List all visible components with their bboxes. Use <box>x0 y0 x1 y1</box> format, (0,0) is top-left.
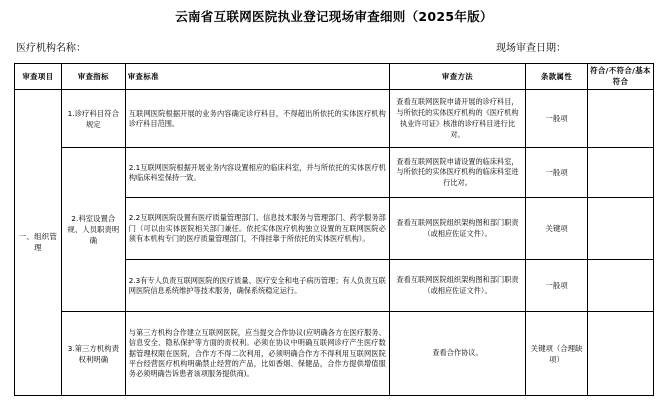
review-date-label: 现场审查日期： <box>496 43 566 55</box>
standard-cell-1: 互联网医院根据开展的业务内容确定诊疗科目，不得超出所依托的实体医疗机构诊疗科目范围。 <box>125 90 389 148</box>
column-header-attribute: 条款属性 <box>526 64 588 90</box>
indicator-cell-1: 1.诊疗科目符合规定 <box>61 90 125 148</box>
indicator-cell-3: 3.第三方机构责权利明确 <box>61 312 125 396</box>
result-cell-3[interactable] <box>587 198 653 260</box>
attribute-cell-1: 一般项 <box>526 90 588 148</box>
column-header-method: 审查方法 <box>389 64 525 90</box>
document-meta-fields <box>14 39 654 54</box>
audit-criteria-table <box>14 63 654 396</box>
standard-cell-5: 与第三方机构合作建立互联网医院，应当提交合作协议(应明确各方在医疗服务、信息安全、隐私保护等方面的责权利。必须在协议中明确互联网诊疗产生医疗数据管理权限在医院，合作方不得二次利用，必须明确合作方不得利用互联网医院平台经营医疗机构明确禁止经营的产品，比如香烟、保健品，合作方提供增值服务必须明确告诉患者该项服务提供商)。 <box>125 312 389 396</box>
table-header-row <box>15 64 654 90</box>
indicator-cell-2: 2.科室设置合规、人员职责明确 <box>61 148 125 312</box>
document-page <box>0 9 668 412</box>
attribute-cell-2: 一般项 <box>526 148 588 198</box>
standard-cell-2: 2.1互联网医院根据开展业务内容设置相应的临床科室，并与所依托的实体医疗机构临床科室保持一致。 <box>125 148 389 198</box>
column-header-indicator: 审查指标 <box>61 64 125 90</box>
column-header-result: 符合/不符合/基本符合 <box>587 64 653 90</box>
attribute-cell-5: 关键项（合理缺项） <box>526 312 588 396</box>
attribute-cell-3: 关键项 <box>526 198 588 260</box>
page-title: 云南省互联网医院执业登记现场审查细则（2025年版） <box>175 9 493 24</box>
column-header-standard: 审查标准 <box>125 64 389 90</box>
method-cell-2: 查看互联网医院申请设置的临床科室，与所依托的实体医疗机构的临床科室进行比对。 <box>389 148 525 198</box>
table-row <box>15 148 654 198</box>
method-cell-5: 查看合作协议。 <box>389 312 525 396</box>
result-cell-2[interactable] <box>587 148 653 198</box>
attribute-cell-4: 一般项 <box>526 260 588 312</box>
review-date-field[interactable] <box>496 39 566 54</box>
result-cell-5[interactable] <box>587 312 653 396</box>
column-header-category: 审查项目 <box>15 64 62 90</box>
method-cell-4: 查看互联网医院组织架构图和部门职责（或相应佐证文件）。 <box>389 260 525 312</box>
method-cell-3: 查看互联网医院组织架构图和部门职责（或相应佐证文件）。 <box>389 198 525 260</box>
table-row <box>15 90 654 148</box>
standard-cell-4: 2.3有专人负责互联网医院的医疗质量、医疗安全和电子病历管理；有人负责互联网医院信息系统维护等技术服务，确保系统稳定运行。 <box>125 260 389 312</box>
method-cell-1: 查看互联网医院申请开展的诊疗科目，与所依托的实体医疗机构的《医疗机构执业许可证》核准的诊疗科目进行比对。 <box>389 90 525 148</box>
institution-name-field[interactable] <box>16 39 496 54</box>
table-row <box>15 312 654 396</box>
result-cell-1[interactable] <box>587 90 653 148</box>
institution-name-label: 医疗机构名称： <box>16 43 86 55</box>
standard-cell-3: 2.2互联网医院设置有医疗质量管理部门、信息技术服务与管理部门、药学服务部门（可以由实体医院相关部门兼任。依托实体医疗机构独立设置的互联网医院必须有本机构专门的医疗质量管理部门，不得挂靠于所依托的实体医疗机构）。 <box>125 198 389 260</box>
category-cell-organization-management: 一、组织管理 <box>15 90 62 396</box>
result-cell-4[interactable] <box>587 260 653 312</box>
